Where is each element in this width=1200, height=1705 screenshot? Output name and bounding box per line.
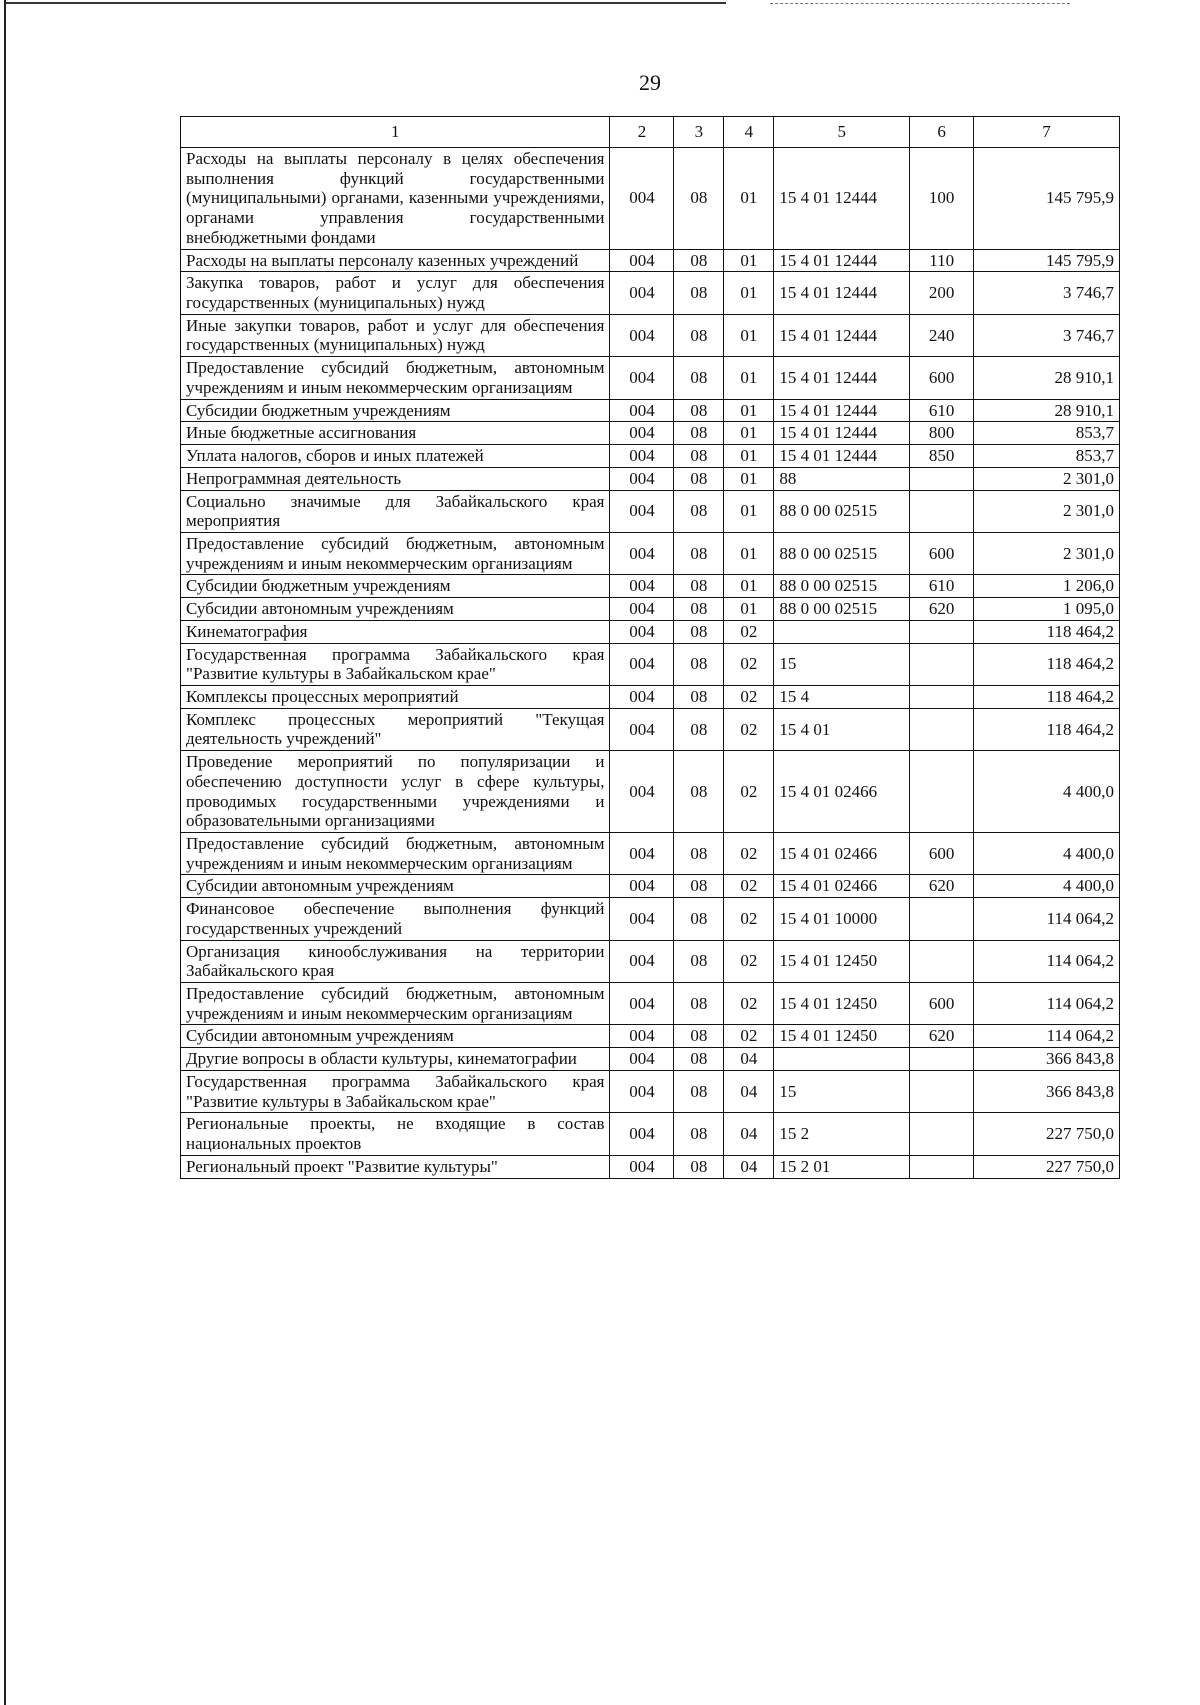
section-cell: 08: [674, 1113, 724, 1155]
row-name-cell: Организация кинообслуживания на территории Забайкальского края: [181, 940, 610, 982]
row-name-cell: Региональные проекты, не входящие в состав национальных проектов: [181, 1113, 610, 1155]
column-header: 2: [610, 117, 674, 148]
amount-cell: 227 750,0: [974, 1113, 1120, 1155]
amount-cell: 366 843,8: [974, 1048, 1120, 1071]
row-name-cell: Субсидии автономным учреждениям: [181, 598, 610, 621]
subsection-cell: 02: [724, 643, 774, 685]
target-article-cell: 15 4 01 10000: [774, 898, 910, 940]
row-name-cell: Региональный проект "Развитие культуры": [181, 1155, 610, 1178]
subsection-cell: 01: [724, 532, 774, 574]
expense-type-cell: 620: [910, 875, 974, 898]
expense-type-cell: 620: [910, 598, 974, 621]
amount-cell: 118 464,2: [974, 620, 1120, 643]
column-header: 1: [181, 117, 610, 148]
target-article-cell: 15 4 01 12444: [774, 249, 910, 272]
amount-cell: 118 464,2: [974, 643, 1120, 685]
table-row: [181, 875, 1120, 898]
ministry-code-cell: 004: [610, 875, 674, 898]
section-cell: 08: [674, 445, 724, 468]
subsection-cell: 01: [724, 575, 774, 598]
table-row: [181, 598, 1120, 621]
section-cell: 08: [674, 314, 724, 356]
target-article-cell: 15 4 01: [774, 708, 910, 750]
section-cell: 08: [674, 249, 724, 272]
table-row: [181, 467, 1120, 490]
expense-type-cell: [910, 1113, 974, 1155]
target-article-cell: 15 4 01 12444: [774, 272, 910, 314]
section-cell: 08: [674, 357, 724, 399]
section-cell: 08: [674, 898, 724, 940]
table-row: [181, 272, 1120, 314]
table-row: [181, 1155, 1120, 1178]
target-article-cell: 15 4 01 02466: [774, 751, 910, 833]
subsection-cell: 04: [724, 1113, 774, 1155]
row-name-cell: Субсидии бюджетным учреждениям: [181, 399, 610, 422]
target-article-cell: [774, 1048, 910, 1071]
column-header: 4: [724, 117, 774, 148]
amount-cell: 1 095,0: [974, 598, 1120, 621]
row-name-cell: Закупка товаров, работ и услуг для обеспечения государственных (муниципальных) нужд: [181, 272, 610, 314]
subsection-cell: 02: [724, 898, 774, 940]
row-name-cell: Расходы на выплаты персоналу казенных учреждений: [181, 249, 610, 272]
row-name-cell: Проведение мероприятий по популяризации и обеспечению доступности услуг в сфере культуры, проводимых государственными учреждениями и образовательными организациями: [181, 751, 610, 833]
table-body: [181, 148, 1120, 1179]
ministry-code-cell: 004: [610, 983, 674, 1025]
section-cell: 08: [674, 751, 724, 833]
row-name-cell: Субсидии автономным учреждениям: [181, 875, 610, 898]
target-article-cell: 88 0 00 02515: [774, 598, 910, 621]
section-cell: 08: [674, 983, 724, 1025]
ministry-code-cell: 004: [610, 399, 674, 422]
row-name-cell: Иные бюджетные ассигнования: [181, 422, 610, 445]
ministry-code-cell: 004: [610, 249, 674, 272]
expense-type-cell: 850: [910, 445, 974, 468]
expense-type-cell: [910, 1155, 974, 1178]
table-row: [181, 249, 1120, 272]
row-name-cell: Кинематография: [181, 620, 610, 643]
ministry-code-cell: 004: [610, 445, 674, 468]
subsection-cell: 04: [724, 1155, 774, 1178]
budget-table: [180, 116, 1120, 1179]
row-name-cell: Социально значимые для Забайкальского края мероприятия: [181, 490, 610, 532]
ministry-code-cell: 004: [610, 532, 674, 574]
amount-cell: 114 064,2: [974, 940, 1120, 982]
expense-type-cell: [910, 940, 974, 982]
subsection-cell: 01: [724, 148, 774, 250]
target-article-cell: 15 4 01 02466: [774, 833, 910, 875]
scan-edge-top-right: [770, 3, 1070, 5]
amount-cell: 4 400,0: [974, 751, 1120, 833]
expense-type-cell: [910, 467, 974, 490]
subsection-cell: 02: [724, 685, 774, 708]
expense-type-cell: [910, 685, 974, 708]
target-article-cell: 15 4 01 12444: [774, 357, 910, 399]
page-number: 29: [639, 70, 661, 95]
target-article-cell: 15 4 01 12444: [774, 148, 910, 250]
expense-type-cell: 110: [910, 249, 974, 272]
amount-cell: 853,7: [974, 422, 1120, 445]
target-article-cell: 15 4: [774, 685, 910, 708]
ministry-code-cell: 004: [610, 1155, 674, 1178]
subsection-cell: 01: [724, 314, 774, 356]
column-header: 6: [910, 117, 974, 148]
expense-type-cell: 610: [910, 399, 974, 422]
ministry-code-cell: 004: [610, 620, 674, 643]
amount-cell: 28 910,1: [974, 399, 1120, 422]
ministry-code-cell: 004: [610, 685, 674, 708]
expense-type-cell: 240: [910, 314, 974, 356]
subsection-cell: 02: [724, 833, 774, 875]
section-cell: 08: [674, 532, 724, 574]
expense-type-cell: [910, 898, 974, 940]
table-row: [181, 643, 1120, 685]
subsection-cell: 02: [724, 751, 774, 833]
expense-type-cell: 100: [910, 148, 974, 250]
amount-cell: 1 206,0: [974, 575, 1120, 598]
expense-type-cell: [910, 1048, 974, 1071]
row-name-cell: Предоставление субсидий бюджетным, автономным учреждениям и иным некоммерческим организациям: [181, 833, 610, 875]
section-cell: 08: [674, 685, 724, 708]
section-cell: 08: [674, 1025, 724, 1048]
ministry-code-cell: 004: [610, 575, 674, 598]
ministry-code-cell: 004: [610, 833, 674, 875]
section-cell: 08: [674, 875, 724, 898]
ministry-code-cell: 004: [610, 643, 674, 685]
table-row: [181, 148, 1120, 250]
section-cell: 08: [674, 620, 724, 643]
amount-cell: 2 301,0: [974, 532, 1120, 574]
table-row: [181, 422, 1120, 445]
row-name-cell: Непрограммная деятельность: [181, 467, 610, 490]
table-row: [181, 833, 1120, 875]
scan-edge-top: [6, 2, 726, 4]
ministry-code-cell: 004: [610, 422, 674, 445]
expense-type-cell: 200: [910, 272, 974, 314]
target-article-cell: 15 4 01 12444: [774, 399, 910, 422]
section-cell: 08: [674, 1155, 724, 1178]
ministry-code-cell: 004: [610, 598, 674, 621]
ministry-code-cell: 004: [610, 148, 674, 250]
expense-type-cell: [910, 1070, 974, 1112]
ministry-code-cell: 004: [610, 1113, 674, 1155]
ministry-code-cell: 004: [610, 314, 674, 356]
amount-cell: 853,7: [974, 445, 1120, 468]
target-article-cell: 88 0 00 02515: [774, 575, 910, 598]
amount-cell: 3 746,7: [974, 314, 1120, 356]
table-row: [181, 399, 1120, 422]
ministry-code-cell: 004: [610, 1048, 674, 1071]
ministry-code-cell: 004: [610, 708, 674, 750]
subsection-cell: 02: [724, 620, 774, 643]
target-article-cell: 88 0 00 02515: [774, 532, 910, 574]
row-name-cell: Предоставление субсидий бюджетным, автономным учреждениям и иным некоммерческим организациям: [181, 532, 610, 574]
table-row: [181, 1048, 1120, 1071]
column-header: 5: [774, 117, 910, 148]
row-name-cell: Предоставление субсидий бюджетным, автономным учреждениям и иным некоммерческим организациям: [181, 983, 610, 1025]
table-row: [181, 983, 1120, 1025]
table-row: [181, 532, 1120, 574]
amount-cell: 366 843,8: [974, 1070, 1120, 1112]
subsection-cell: 02: [724, 1025, 774, 1048]
amount-cell: 114 064,2: [974, 1025, 1120, 1048]
target-article-cell: [774, 620, 910, 643]
target-article-cell: 15: [774, 1070, 910, 1112]
row-name-cell: Субсидии автономным учреждениям: [181, 1025, 610, 1048]
amount-cell: 4 400,0: [974, 875, 1120, 898]
expense-type-cell: [910, 751, 974, 833]
row-name-cell: Уплата налогов, сборов и иных платежей: [181, 445, 610, 468]
section-cell: 08: [674, 1070, 724, 1112]
section-cell: 08: [674, 833, 724, 875]
subsection-cell: 01: [724, 490, 774, 532]
table-row: [181, 314, 1120, 356]
target-article-cell: 15 4 01 12444: [774, 314, 910, 356]
amount-cell: 28 910,1: [974, 357, 1120, 399]
ministry-code-cell: 004: [610, 1025, 674, 1048]
expense-type-cell: 800: [910, 422, 974, 445]
table-row: [181, 1025, 1120, 1048]
section-cell: 08: [674, 1048, 724, 1071]
subsection-cell: 01: [724, 445, 774, 468]
ministry-code-cell: 004: [610, 751, 674, 833]
amount-cell: 145 795,9: [974, 148, 1120, 250]
header-row: [181, 117, 1120, 148]
amount-cell: 2 301,0: [974, 467, 1120, 490]
expense-type-cell: 600: [910, 833, 974, 875]
table-row: [181, 898, 1120, 940]
target-article-cell: 15: [774, 643, 910, 685]
section-cell: 08: [674, 575, 724, 598]
row-name-cell: Государственная программа Забайкальского края "Развитие культуры в Забайкальском крае": [181, 643, 610, 685]
ministry-code-cell: 004: [610, 357, 674, 399]
subsection-cell: 01: [724, 422, 774, 445]
table-row: [181, 708, 1120, 750]
section-cell: 08: [674, 490, 724, 532]
target-article-cell: 15 2: [774, 1113, 910, 1155]
ministry-code-cell: 004: [610, 940, 674, 982]
subsection-cell: 04: [724, 1048, 774, 1071]
subsection-cell: 01: [724, 249, 774, 272]
subsection-cell: 01: [724, 357, 774, 399]
section-cell: 08: [674, 940, 724, 982]
subsection-cell: 02: [724, 875, 774, 898]
table-row: [181, 575, 1120, 598]
subsection-cell: 02: [724, 708, 774, 750]
amount-cell: 145 795,9: [974, 249, 1120, 272]
amount-cell: 4 400,0: [974, 833, 1120, 875]
subsection-cell: 04: [724, 1070, 774, 1112]
row-name-cell: Расходы на выплаты персоналу в целях обеспечения выполнения функций государственными (муниципальными) органами, казенными учреждениями, органами управления государственными внебюджетными фондами: [181, 148, 610, 250]
row-name-cell: Другие вопросы в области культуры, кинематографии: [181, 1048, 610, 1071]
ministry-code-cell: 004: [610, 1070, 674, 1112]
ministry-code-cell: 004: [610, 898, 674, 940]
target-article-cell: 15 4 01 12444: [774, 445, 910, 468]
section-cell: 08: [674, 272, 724, 314]
target-article-cell: 88: [774, 467, 910, 490]
section-cell: 08: [674, 148, 724, 250]
table-row: [181, 1113, 1120, 1155]
row-name-cell: Предоставление субсидий бюджетным, автономным учреждениям и иным некоммерческим организациям: [181, 357, 610, 399]
column-header: 7: [974, 117, 1120, 148]
subsection-cell: 01: [724, 272, 774, 314]
amount-cell: 118 464,2: [974, 685, 1120, 708]
subsection-cell: 01: [724, 598, 774, 621]
subsection-cell: 01: [724, 467, 774, 490]
expense-type-cell: 610: [910, 575, 974, 598]
subsection-cell: 02: [724, 940, 774, 982]
amount-cell: 114 064,2: [974, 898, 1120, 940]
amount-cell: 227 750,0: [974, 1155, 1120, 1178]
table-row: [181, 490, 1120, 532]
row-name-cell: Государственная программа Забайкальского края "Развитие культуры в Забайкальском крае": [181, 1070, 610, 1112]
section-cell: 08: [674, 399, 724, 422]
expense-type-cell: [910, 490, 974, 532]
ministry-code-cell: 004: [610, 490, 674, 532]
expense-type-cell: 600: [910, 983, 974, 1025]
section-cell: 08: [674, 643, 724, 685]
target-article-cell: 15 4 01 12444: [774, 422, 910, 445]
target-article-cell: 15 4 01 12450: [774, 983, 910, 1025]
amount-cell: 118 464,2: [974, 708, 1120, 750]
section-cell: 08: [674, 598, 724, 621]
expense-type-cell: [910, 620, 974, 643]
table-row: [181, 357, 1120, 399]
amount-cell: 2 301,0: [974, 490, 1120, 532]
column-header: 3: [674, 117, 724, 148]
row-name-cell: Финансовое обеспечение выполнения функций государственных учреждений: [181, 898, 610, 940]
section-cell: 08: [674, 467, 724, 490]
target-article-cell: 15 4 01 02466: [774, 875, 910, 898]
row-name-cell: Комплексы процессных мероприятий: [181, 685, 610, 708]
ministry-code-cell: 004: [610, 467, 674, 490]
target-article-cell: 15 4 01 12450: [774, 940, 910, 982]
table-row: [181, 1070, 1120, 1112]
expense-type-cell: 620: [910, 1025, 974, 1048]
amount-cell: 114 064,2: [974, 983, 1120, 1025]
subsection-cell: 01: [724, 399, 774, 422]
subsection-cell: 02: [724, 983, 774, 1025]
expense-type-cell: [910, 708, 974, 750]
target-article-cell: 88 0 00 02515: [774, 490, 910, 532]
section-cell: 08: [674, 708, 724, 750]
table-row: [181, 940, 1120, 982]
target-article-cell: 15 2 01: [774, 1155, 910, 1178]
row-name-cell: Субсидии бюджетным учреждениям: [181, 575, 610, 598]
target-article-cell: 15 4 01 12450: [774, 1025, 910, 1048]
table-row: [181, 620, 1120, 643]
table-row: [181, 685, 1120, 708]
row-name-cell: Иные закупки товаров, работ и услуг для обеспечения государственных (муниципальных) нужд: [181, 314, 610, 356]
expense-type-cell: [910, 643, 974, 685]
expense-type-cell: 600: [910, 357, 974, 399]
amount-cell: 3 746,7: [974, 272, 1120, 314]
expense-type-cell: 600: [910, 532, 974, 574]
table-row: [181, 751, 1120, 833]
section-cell: 08: [674, 422, 724, 445]
ministry-code-cell: 004: [610, 272, 674, 314]
scan-edge-left: [4, 0, 6, 1705]
table-row: [181, 445, 1120, 468]
row-name-cell: Комплекс процессных мероприятий "Текущая деятельность учреждений": [181, 708, 610, 750]
